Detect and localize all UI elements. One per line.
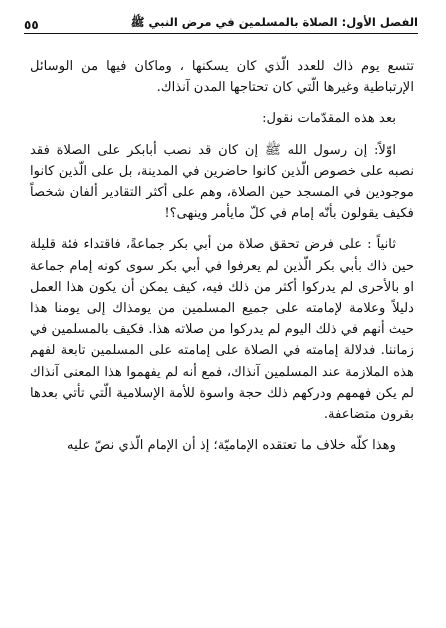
paragraph-second-point: ثانياً : على فرض تحقق صلاة من أبي بكر جماعةً، فاقتداء فئة قليلة حين ذاك بأبي بكر الّذين لم يعرفوا في أبي بكر سوى كونه إمام جماعة او بالأحرى لم يدركوا أكثر من ذلك فيه، كيف يمكن أن يكون هذا العمل دليلاً وعلامة لإمامته على جميع المسلمين من يومذاك إلى يومنا هذا حيث أنهم في ذلك اليوم لم يدركوا من صلاته هذا. فكيف بالمسلمين في زماننا. فدلالة إمامته في الصلاة على إمامته على المسلمين تابعة لفهم هذه الملازمة عند المسلمين آنذاك، فمع أنه لم يفهموا هذا المعنى آنذاك لم يكن فهمهم ودركهم ذلك حجة واسوة للأمة الإسلامية الّتي تأتي بعدها بقرون متضاعفة. (30, 237, 414, 423)
body-text (30, 56, 414, 456)
paragraph-closing: وهذا كلّه خلاف ما تعتقده الإماميّة؛ إذ أن الإمام الّذي نصّ عليه (67, 438, 396, 454)
paragraph-intro: بعد هذه المقدّمات نقول: (262, 111, 396, 127)
paragraph-first-point: اوّلاً: إن رسول الله ﷺ إن كان قد نصب أبابكر على الصلاة فقد نصبه على خصوص الّذين كانوا حاضرين في المدينة، بل على الّذين كانوا موجودين في المسجد حين الصلاة، وهم على أكثر التقادير ألفان شخصاً فكيف يقولون بأنّه إمام في كلّ مايأمر وينهى؟! (30, 142, 414, 222)
chapter-title: الفصل الأول: الصلاة بالمسلمين في مرض النبي ﷺ (130, 15, 418, 29)
running-header (24, 12, 418, 32)
page-number: ٥٥ (24, 18, 39, 32)
paragraph-continuation: تتسع يوم ذاك للعدد الّذي كان يسكنها ، وماكان فيها من الوسائل الإرتباطية وغيرها الّتي كان تحتاجها المدن آنذاك. (30, 59, 414, 96)
header-rule (24, 33, 418, 34)
